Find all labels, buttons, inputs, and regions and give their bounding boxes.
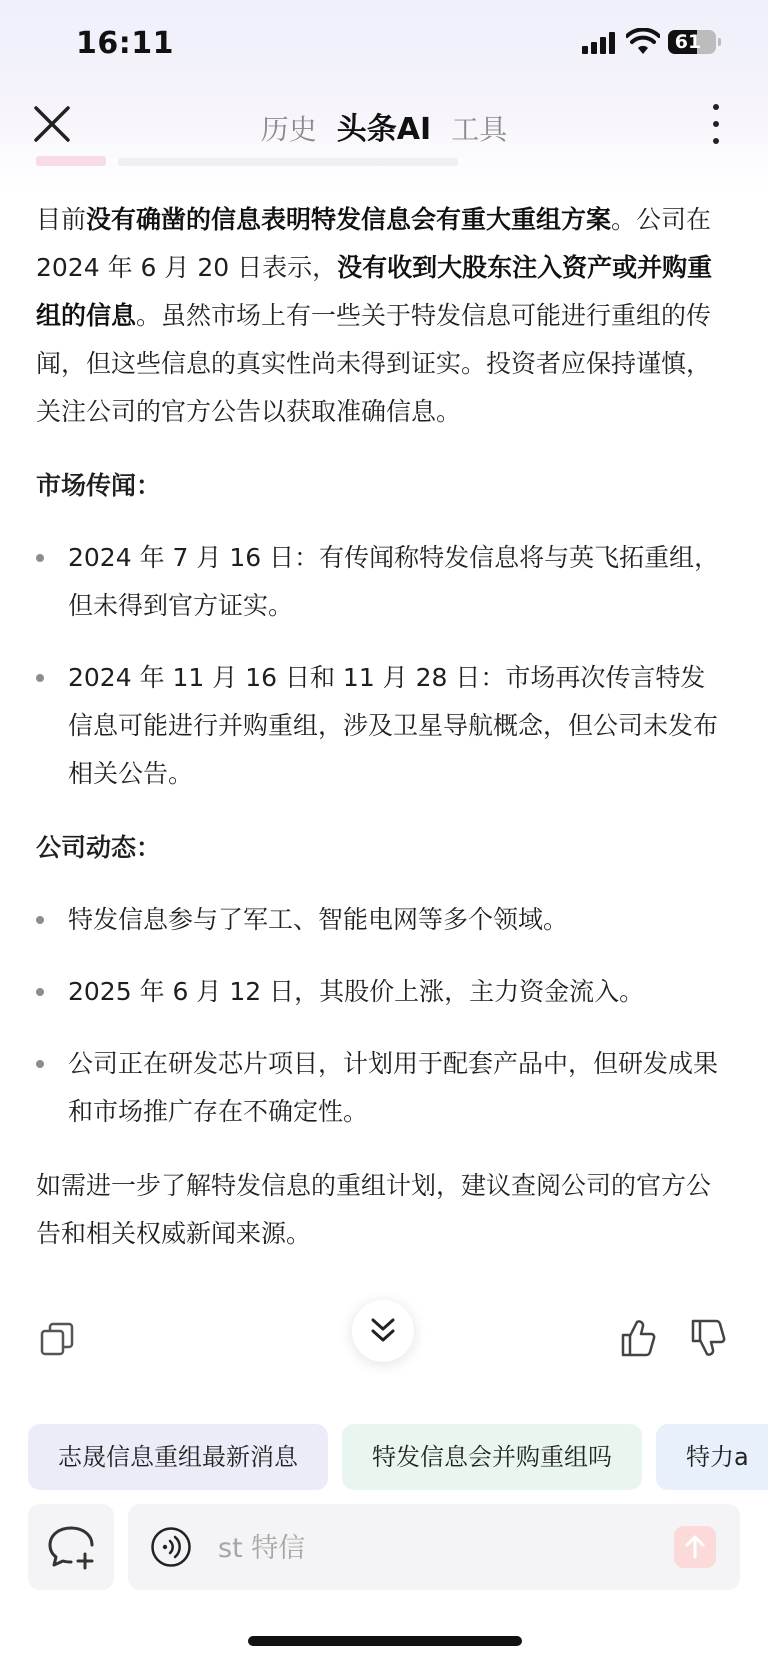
tab-bar bbox=[0, 104, 768, 148]
scrolled-content-fragment bbox=[118, 158, 458, 166]
intro-bold-text: 没有确凿的信息表明特发信息会有重大重组方案 bbox=[86, 205, 612, 234]
section-title-market-rumors: 市场传闻： bbox=[36, 471, 162, 500]
send-button[interactable] bbox=[674, 1526, 716, 1568]
cellular-signal-icon bbox=[582, 32, 616, 54]
list-item-text: 公司正在研发芯片项目，计划用于配套产品中，但研发成果和市场推广存在不确定性。 bbox=[68, 1049, 719, 1126]
list-item bbox=[36, 896, 726, 944]
closing-paragraph: 如需进一步了解特发信息的重组计划，建议查阅公司的官方公告和相关权威新闻来源。 bbox=[36, 1171, 712, 1248]
intro-bold-text: 没有收到大股东注入资产或并购重组的信息 bbox=[36, 253, 713, 330]
battery-level: 61 bbox=[674, 31, 702, 53]
list-item bbox=[36, 654, 726, 798]
list-item bbox=[36, 968, 726, 1016]
list-item-text: 特发信息参与了军工、智能电网等多个领域。 bbox=[68, 905, 569, 934]
double-chevron-down-icon bbox=[352, 1300, 414, 1362]
scroll-down-button[interactable] bbox=[352, 1300, 414, 1362]
intro-text: 目前 bbox=[36, 205, 87, 234]
suggestion-chips bbox=[28, 1424, 768, 1490]
status-time: 16:11 bbox=[76, 26, 174, 61]
more-options-icon[interactable] bbox=[704, 102, 728, 146]
thumbs-down-icon[interactable] bbox=[690, 1318, 726, 1358]
tab-tools[interactable]: 工具 bbox=[451, 113, 508, 146]
suggestion-chip[interactable]: 志晟信息重组最新消息 bbox=[28, 1424, 328, 1490]
chat-input[interactable] bbox=[216, 1526, 650, 1570]
answer-content bbox=[36, 196, 726, 1258]
top-nav bbox=[0, 96, 768, 156]
voice-input-icon[interactable] bbox=[150, 1526, 192, 1568]
copy-icon[interactable] bbox=[40, 1322, 74, 1356]
status-bar bbox=[0, 0, 768, 90]
list-item-text: 2024 年 11 月 16 日和 11 月 28 日：市场再次传言特发信息可能进行并购重组，涉及卫星导航概念，但公司未发布相关公告。 bbox=[68, 663, 719, 788]
suggestion-chip[interactable]: 特力a bbox=[656, 1424, 768, 1490]
wifi-icon bbox=[626, 28, 660, 56]
answer-actions bbox=[0, 1312, 768, 1372]
battery-icon bbox=[668, 30, 716, 54]
thumbs-up-icon[interactable] bbox=[620, 1318, 656, 1358]
tab-toutiao-ai[interactable]: 头条AI bbox=[336, 112, 432, 147]
home-indicator bbox=[248, 1636, 522, 1646]
intro-text: 。虽然市场上有一些关于特发信息可能进行重组的传闻，但这些信息的真实性尚未得到证实。投资者应保持谨慎，关注公司的官方公告以获取准确信息。 bbox=[36, 301, 712, 426]
list-item bbox=[36, 1040, 726, 1136]
scrolled-content-fragment bbox=[36, 156, 106, 166]
section-title-company-news: 公司动态： bbox=[36, 833, 162, 862]
list-item-text: 2025 年 6 月 12 日，其股价上涨，主力资金流入。 bbox=[68, 977, 645, 1006]
new-chat-button[interactable] bbox=[28, 1504, 114, 1590]
list-item-text: 2024 年 7 月 16 日：有传闻称特发信息将与英飞拓重组，但未得到官方证实。 bbox=[68, 543, 720, 620]
suggestion-chip[interactable]: 特发信息会并购重组吗 bbox=[342, 1424, 642, 1490]
intro-paragraph bbox=[36, 196, 726, 436]
intro-text: 。公司在 2024 年 6 月 20 日表示， bbox=[36, 205, 712, 282]
tab-history[interactable]: 历史 bbox=[260, 113, 317, 146]
list-item bbox=[36, 534, 726, 630]
new-chat-icon bbox=[28, 1504, 114, 1590]
chat-input-bar bbox=[128, 1504, 740, 1590]
arrow-up-icon bbox=[674, 1526, 716, 1568]
